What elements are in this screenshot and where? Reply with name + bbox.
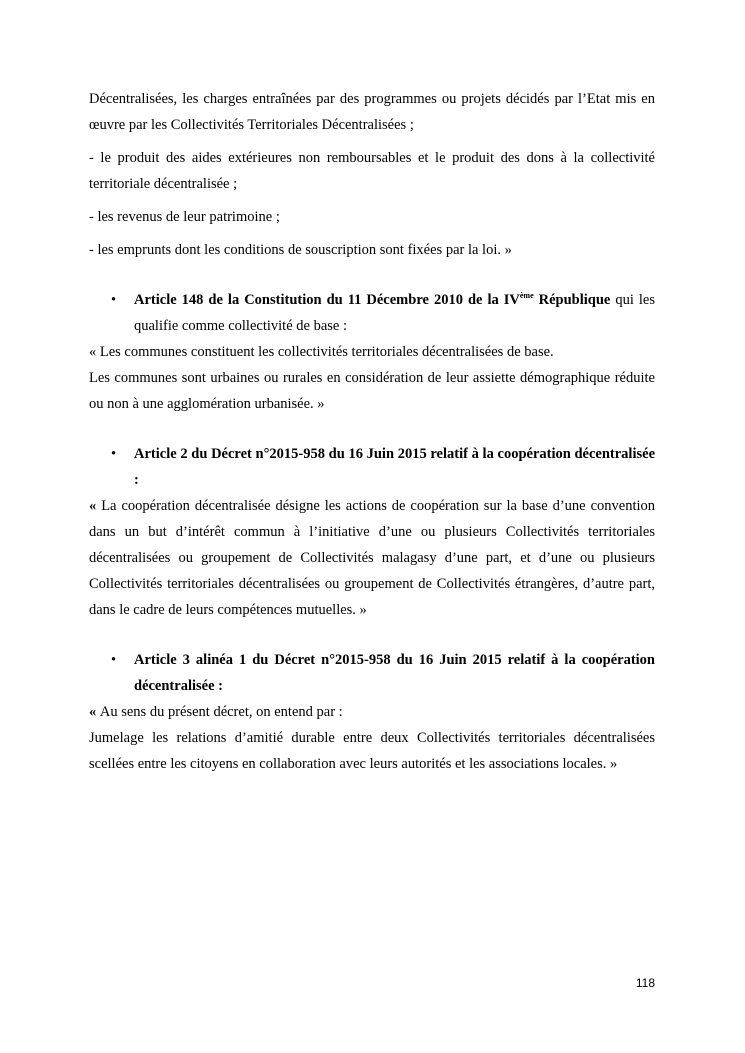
- article-2-quote-text: La coopération décentralisée désigne les actions de coopération sur la base d’une convention dans un but d’intérêt commun à l’initiative d’une ou plusieurs Collectivités territoriales décentralisées ou groupement de Collectivités malagasy d’une part, et d’une ou plusieurs Collectivités territoriales décentralisées ou groupement de Collectivités étrangères, d’autre part, dans le cadre de leurs compétences mutuelles. »: [89, 498, 655, 618]
- bullet-icon: •: [111, 292, 117, 308]
- bullet-icon: •: [111, 652, 117, 668]
- article-148-title-b: République: [533, 292, 611, 308]
- article-3-quote-2: Jumelage les relations d’amitié durable entre deux Collectivités territoriales décentralisées scellées entre les citoyens en collaboration avec leurs autorités et les associations locales. »: [89, 730, 655, 772]
- page-number: 118: [635, 976, 655, 990]
- article-148-title-sup: ème: [519, 291, 534, 300]
- article-3-quote-1-text: Au sens du présent décret, on entend par :: [99, 704, 343, 720]
- article-148-quote-2: Les communes sont urbaines ou rurales en considération de leur assiette démographique réduite ou non à une agglomération urbanisée. »: [89, 370, 655, 412]
- paragraph-intro-3: - les revenus de leur patrimoine ;: [89, 209, 280, 225]
- article-3-heading: [89, 647, 655, 699]
- article-148-heading: [89, 287, 655, 339]
- article-2-quote: [89, 493, 655, 623]
- article-2-quote-mark: «: [89, 498, 102, 514]
- bullet-icon: •: [111, 446, 117, 462]
- article-2-heading: [89, 441, 655, 493]
- document-page: [89, 86, 655, 777]
- article-3-quote-1: [89, 699, 655, 725]
- paragraph-intro-1: Décentralisées, les charges entraînées par des programmes ou projets décidés par l’Etat mis en œuvre par les Collectivités Territoriales Décentralisées ;: [89, 91, 655, 133]
- article-3-title: Article 3 alinéa 1 du Décret n°2015-958 du 16 Juin 2015 relatif à la coopération décentralisée :: [134, 652, 655, 694]
- article-2-title: Article 2 du Décret n°2015-958 du 16 Juin 2015 relatif à la coopération décentralisée :: [134, 446, 655, 488]
- article-148-title-rest: qui les qualifie comme collectivité de base :: [134, 292, 656, 334]
- paragraph-intro-4: - les emprunts dont les conditions de souscription sont fixées par la loi. »: [89, 242, 512, 258]
- article-148-title-a: Article 148 de la Constitution du 11 Décembre 2010 de la IV: [134, 292, 520, 308]
- article-148-heading-text: [134, 287, 655, 339]
- article-3-quote-mark: «: [89, 704, 100, 720]
- paragraph-intro-2: - le produit des aides extérieures non remboursables et le produit des dons à la collectivité territoriale décentralisée ;: [89, 150, 655, 192]
- article-148-quote-1: « Les communes constituent les collectivités territoriales décentralisées de base.: [89, 344, 554, 360]
